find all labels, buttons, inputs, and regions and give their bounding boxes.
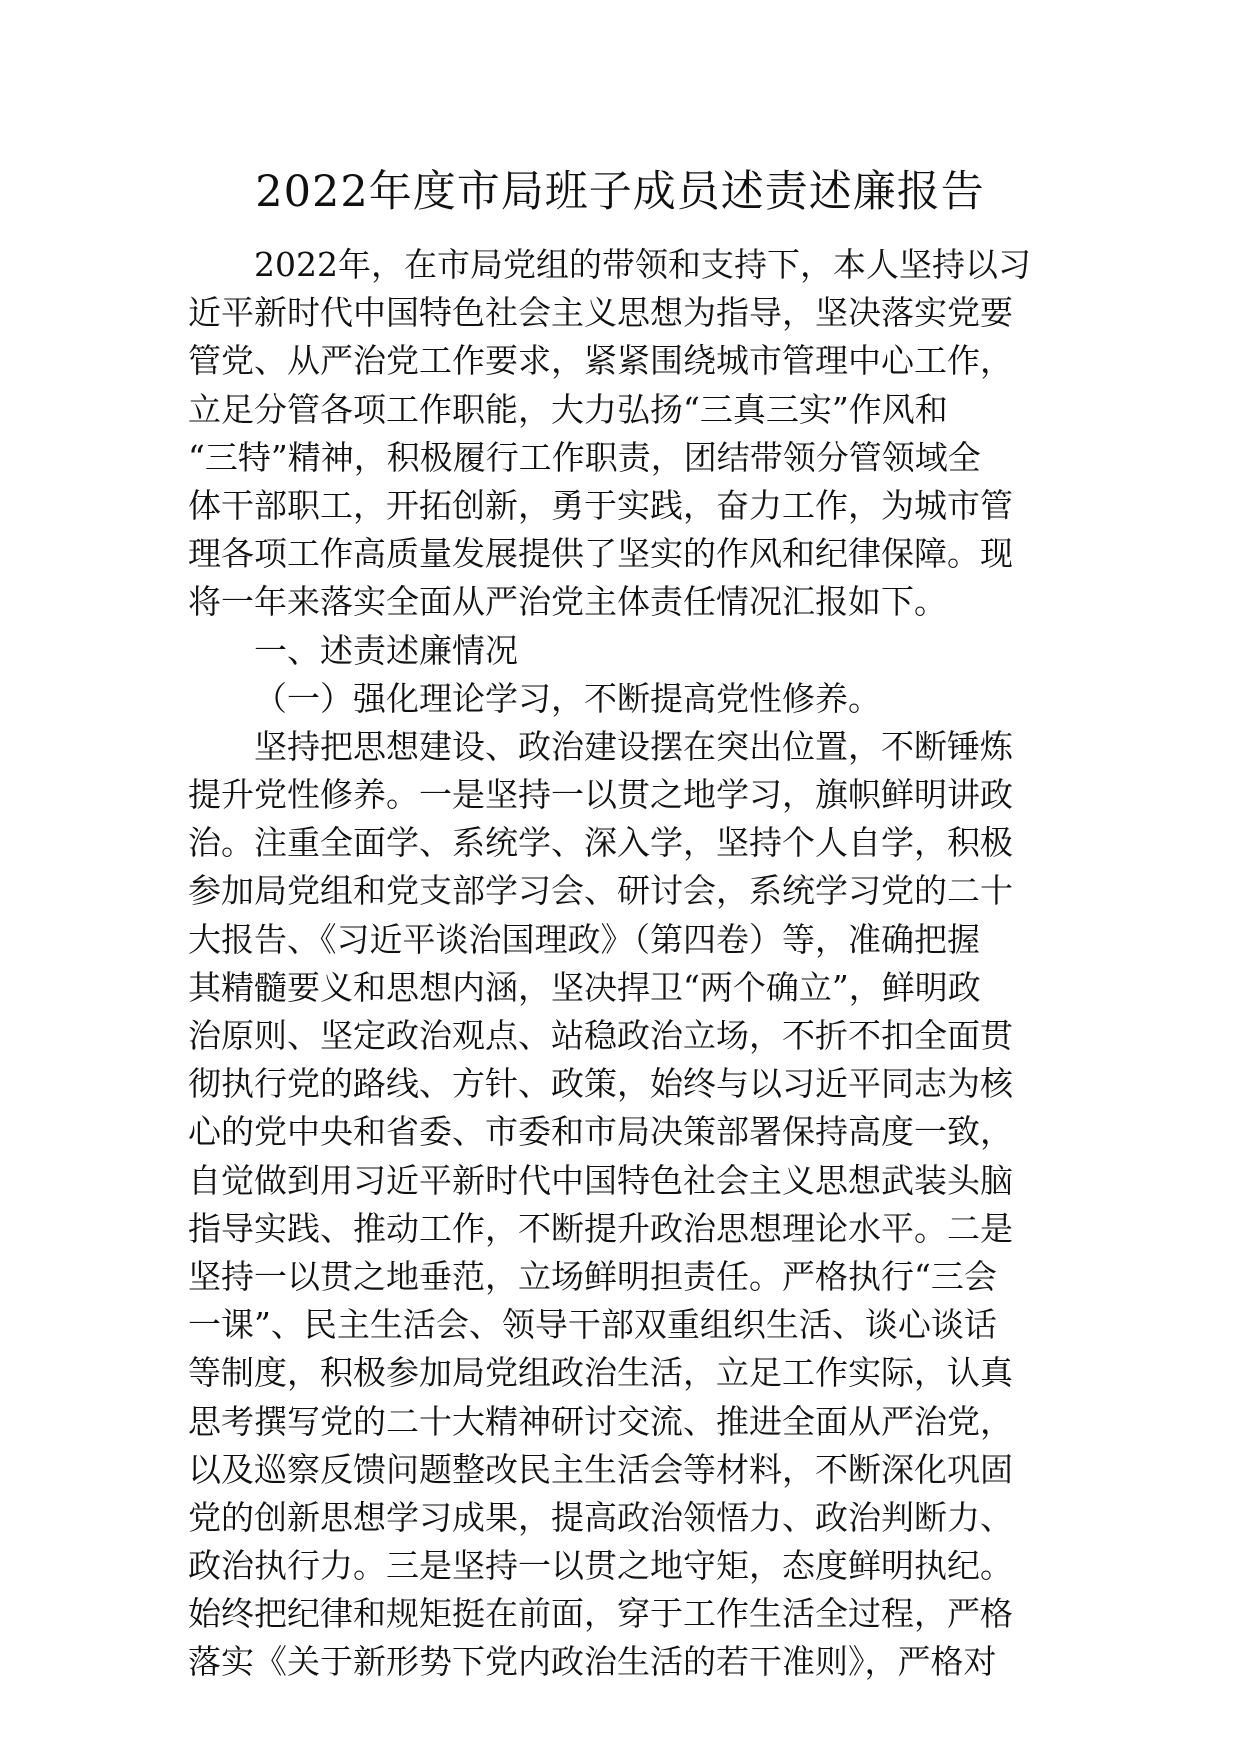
text-line: 一课”、民主生活会、领导干部双重组织生活、谈心谈话 [188,1305,997,1345]
text-line: 将一年来落实全面从严治党主体责任情况汇报如下。 [188,582,947,622]
text-line: 坚持把思想建设、政治建设摆在突出位置，不断锤炼 [254,726,1013,766]
text-line: 立足分管各项工作职能，大力弘扬“三真三实”作风和 [188,389,948,429]
text-line: 党的创新思想学习成果，提高政治领悟力、政治判断力、 [188,1497,1013,1537]
text-line: 治。注重全面学、系统学、深入学，坚持个人自学，积极 [188,823,1013,863]
text-line: 以及巡察反馈问题整改民主生活会等材料，不断深化巩固 [188,1449,1013,1489]
section-heading: 一、述责述廉情况 [254,630,518,670]
text-line: 治原则、坚定政治观点、站稳政治立场，不折不扣全面贯 [188,1016,1013,1055]
text-line: 自觉做到用习近平新时代中国特色社会主义思想武装头脑 [188,1160,1013,1200]
text-line: 其精髓要义和思想内涵，坚决捍卫“两个确立”，鲜明政 [188,967,981,1007]
text-line: 坚持一以贯之地垂范，立场鲜明担责任。严格执行“三会 [188,1256,997,1296]
document-body [188,241,1052,1687]
text-line: 提升党性修养。一是坚持一以贯之地学习，旗帜鲜明讲政 [188,775,1013,815]
text-line: 思考撰写党的二十大精神研讨交流、推进全面从严治党， [188,1401,1013,1441]
subsection-heading: （一）强化理论学习，不断提高党性修养。 [254,678,881,718]
text-line: 近平新时代中国特色社会主义思想为指导，坚决落实党要 [188,293,1013,333]
text-line: 彻执行党的路线、方针、政策，始终与以习近平同志为核 [188,1064,1013,1104]
text-line: 政治执行力。三是坚持一以贯之地守矩，态度鲜明执纪。 [188,1546,1013,1586]
text-line: 等制度，积极参加局党组政治生活，立足工作实际，认真 [188,1353,1013,1393]
text-line: 2022年，在市局党组的带领和支持下，本人坚持以习 [254,245,1031,284]
text-line: 心的党中央和省委、市委和市局决策部署保持高度一致， [188,1112,1013,1152]
text-line: 始终把纪律和规矩挺在前面，穿于工作生活全过程，严格 [188,1594,1013,1634]
text-line: 理各项工作高质量发展提供了坚实的作风和纪律保障。现 [188,534,1013,574]
text-line: 落实《关于新形势下党内政治生活的若干准则》，严格对 [188,1642,997,1682]
text-line: 体干部职工，开拓创新，勇于实践，奋力工作，为城市管 [188,485,1013,525]
text-line: 参加局党组和党支部学习会、研讨会，系统学习党的二十 [188,871,1013,911]
document-title: 2022年度市局班子成员述责述廉报告 [255,167,985,217]
text-line: 指导实践、推动工作，不断提升政治思想理论水平。二是 [188,1208,1013,1248]
text-line: “三特”精神，积极履行工作职责，团结带领分管领域全 [188,437,981,477]
text-line: 大报告、《习近平谈治国理政》（第四卷）等，准确把握 [188,919,980,959]
text-line: 管党、从严治党工作要求，紧紧围绕城市管理中心工作， [188,341,1013,381]
